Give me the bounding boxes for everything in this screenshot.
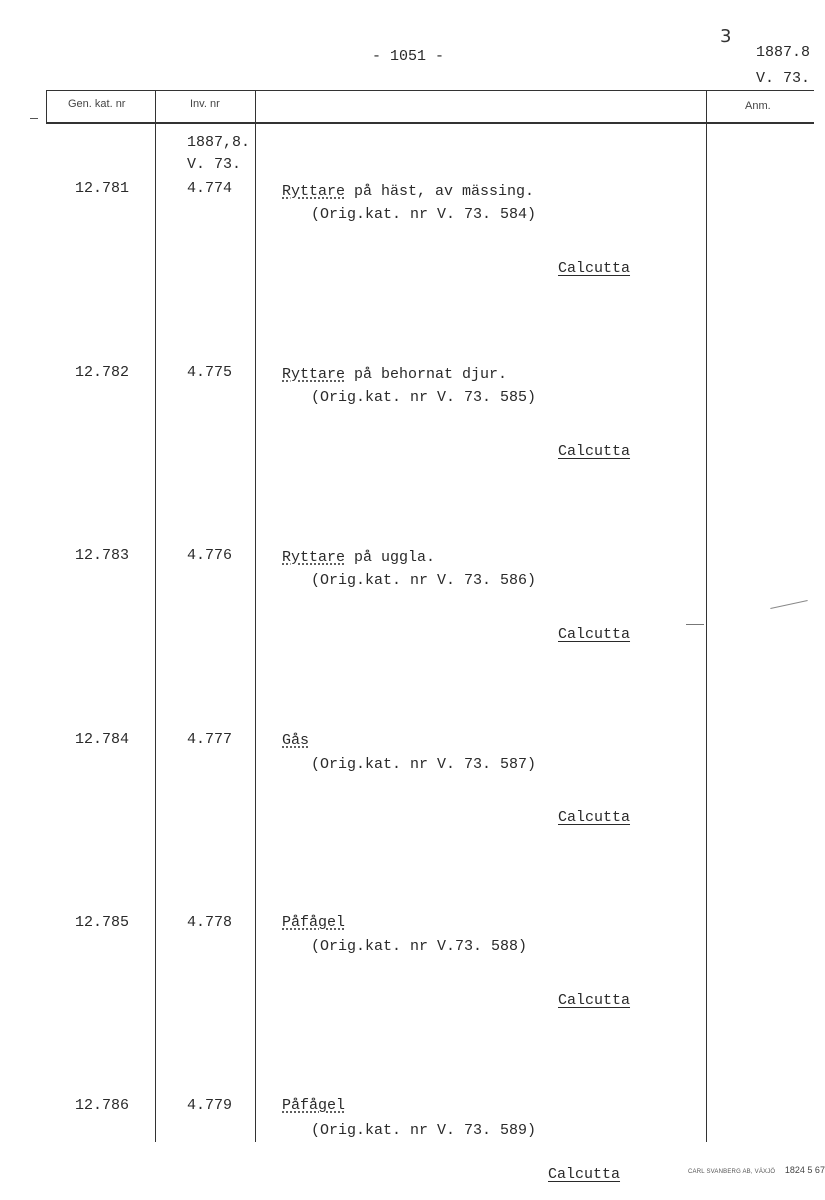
- gen-kat-nr: 12.783: [75, 547, 130, 564]
- gen-kat-nr: 12.784: [75, 731, 130, 748]
- gen-kat-nr: 12.785: [75, 914, 130, 931]
- printer-name: CARL SVANBERG AB, VÄXJÖ: [688, 1169, 776, 1175]
- form-code: 1824 5 67: [784, 1165, 825, 1175]
- gen-kat-nr: 12.781: [75, 180, 130, 197]
- item-title: Ryttare: [282, 549, 346, 566]
- item-title-line: [282, 366, 507, 383]
- orig-kat-nr: (Orig.kat. nr V.73. 588): [311, 938, 528, 955]
- inv-nr: 4.775: [187, 364, 233, 381]
- col-divider-1: [155, 90, 156, 1142]
- item-title-line: [282, 732, 309, 749]
- inv-header-line2: V. 73.: [187, 156, 242, 173]
- col-divider-3: [706, 90, 707, 1142]
- item-title: Gås: [282, 732, 310, 749]
- item-title: Ryttare: [282, 183, 346, 200]
- handwritten-page-number: 3: [720, 26, 732, 47]
- orig-kat-nr: (Orig.kat. nr V. 73. 587): [311, 756, 537, 773]
- orig-kat-nr: (Orig.kat. nr V. 73. 589): [311, 1122, 537, 1139]
- orig-kat-nr: (Orig.kat. nr V. 73. 586): [311, 572, 537, 589]
- item-title-rest: på uggla.: [345, 549, 436, 566]
- column-header-gen-kat: Gen. kat. nr: [68, 98, 126, 110]
- place: Calcutta: [558, 626, 631, 643]
- place: Calcutta: [548, 1166, 621, 1183]
- col-divider-2: [255, 90, 256, 1142]
- place: Calcutta: [558, 992, 631, 1009]
- gen-kat-nr: 12.786: [75, 1097, 130, 1114]
- item-title: Ryttare: [282, 366, 346, 383]
- gen-kat-nr: 12.782: [75, 364, 130, 381]
- item-title-line: [282, 1097, 345, 1114]
- table-top-border: [46, 90, 814, 91]
- inv-nr: 4.776: [187, 547, 233, 564]
- place: Calcutta: [558, 260, 631, 277]
- orig-kat-nr: (Orig.kat. nr V. 73. 584): [311, 206, 537, 223]
- item-title-line: [282, 183, 534, 200]
- column-header-anm: Anm.: [745, 100, 771, 112]
- item-title: Påfågel: [282, 914, 346, 931]
- inv-nr: 4.774: [187, 180, 233, 197]
- item-title: Påfågel: [282, 1097, 346, 1114]
- place: Calcutta: [558, 809, 631, 826]
- inv-nr: 4.779: [187, 1097, 233, 1114]
- place: Calcutta: [558, 443, 631, 460]
- item-title-line: [282, 914, 345, 931]
- col-divider-left: [46, 90, 47, 123]
- ref-year: 1887.8: [756, 44, 811, 61]
- scan-mark: [30, 118, 38, 119]
- scan-mark: [686, 624, 704, 625]
- column-header-inv: Inv. nr: [190, 98, 220, 110]
- inv-nr: 4.777: [187, 731, 233, 748]
- printer-imprint: [688, 1160, 825, 1178]
- inv-header-line1: 1887,8.: [187, 134, 251, 151]
- scan-mark: [770, 600, 807, 609]
- item-title-rest: på häst, av mässing.: [345, 183, 535, 200]
- item-title-line: [282, 549, 435, 566]
- page-number: - 1051 -: [372, 48, 445, 65]
- ref-volume: V. 73.: [756, 70, 811, 87]
- inv-nr: 4.778: [187, 914, 233, 931]
- header-bottom-border: [46, 122, 814, 124]
- item-title-rest: på behornat djur.: [345, 366, 508, 383]
- orig-kat-nr: (Orig.kat. nr V. 73. 585): [311, 389, 537, 406]
